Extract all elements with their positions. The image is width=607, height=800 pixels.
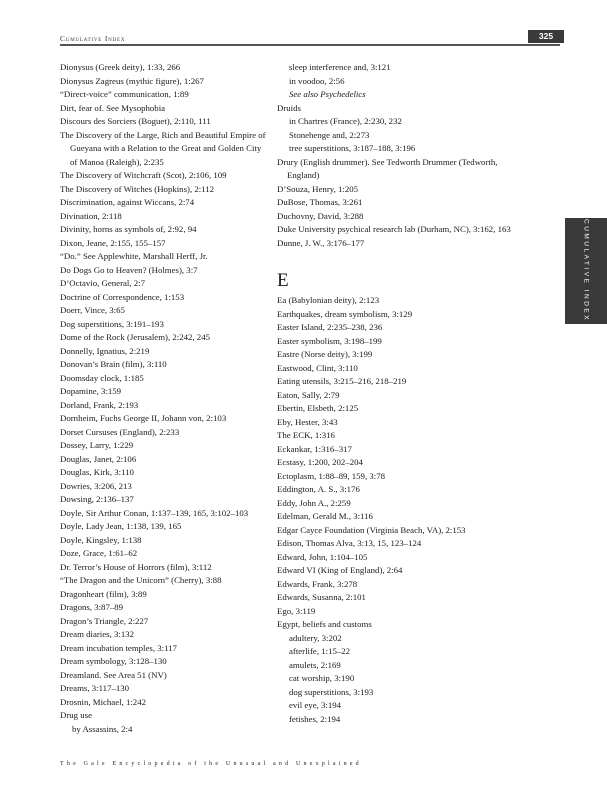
index-entry: The Discovery of Witchcraft (Scot), 2:106, 109 xyxy=(60,170,227,180)
index-entry: Ea (Babylonian deity), 2:123 xyxy=(277,295,380,305)
index-entry: Dossey, Larry, 1:229 xyxy=(60,440,134,450)
index-entry: DuBose, Thomas, 3:261 xyxy=(277,197,363,207)
index-entry: The ECK, 1:316 xyxy=(277,430,335,440)
index-entry: Eddington, A. S., 3:176 xyxy=(277,484,360,494)
index-subentry: in voodoo, 2:56 xyxy=(289,75,345,86)
index-entry: Dog superstitions, 3:191–193 xyxy=(60,318,164,329)
index-entry: Dragon’s Triangle, 2:227 xyxy=(60,615,149,626)
index-entry: Doctrine of Correspondence, 1:153 xyxy=(60,291,185,302)
index-entry: Drosnin, Michael, 1:242 xyxy=(60,696,147,707)
index-entry: D’Souza, Henry, 1:205 xyxy=(277,183,359,194)
index-entry: Earthquakes, dream symbolism, 3:129 xyxy=(277,308,413,319)
index-entry: Duchovny, David, 3:288 xyxy=(277,210,364,221)
index-entry: Eckankar, 1:316–317 xyxy=(277,443,352,454)
index-entry: Dionysus (Greek deity), 1:33, 266 xyxy=(60,62,181,72)
index-entry: Do Dogs Go to Heaven? (Holmes), 3:7 xyxy=(60,264,198,275)
index-subentry: evil eye, 3:194 xyxy=(289,700,342,710)
index-entry: Edward VI (King of England), 2:64 xyxy=(277,565,403,575)
index-subentry: adultery, 3:202 xyxy=(289,632,342,643)
index-entry: Easter Island, 2:235–238, 236 xyxy=(277,322,383,332)
index-entry: Douglas, Janet, 2:106 xyxy=(60,453,137,464)
index-entry: Discrimination, against Wiccans, 2:74 xyxy=(60,197,195,207)
index-entry: Divination, 2:118 xyxy=(60,210,122,221)
index-entry: Dunne, J. W., 3:176–177 xyxy=(277,237,365,248)
index-subentry: in Chartres (France), 2:230, 232 xyxy=(289,116,402,126)
index-entry: Doerr, Vince, 3:65 xyxy=(60,305,125,315)
index-entry: Discours des Sorciers (Boguet), 2:110, 111 xyxy=(60,116,211,126)
index-entry: Donovan’s Brain (film), 3:110 xyxy=(60,359,167,369)
index-subentry: by Assassins, 2:4 xyxy=(72,723,133,734)
index-entry: Eaton, Sally, 2:79 xyxy=(277,389,340,400)
index-subentry: tree superstitions, 3:187–188, 3:196 xyxy=(289,143,416,153)
index-entry: Dopamine, 3:159 xyxy=(60,386,122,396)
index-entry: Ectoplasm, 1:88–89, 159, 3:78 xyxy=(277,470,385,481)
index-subentry: amulets, 2:169 xyxy=(289,659,341,670)
index-entry: Donnelly, Ignatius, 2:219 xyxy=(60,345,150,356)
index-entry: Eby, Hester, 3:43 xyxy=(277,416,338,427)
left-index-column xyxy=(60,61,268,736)
index-entry: The Discovery of the Large, Rich and Beautiful Empire of Gueyana with a Relation to the Great and Golden City of Manoa (Raleigh), 2:235 xyxy=(60,129,266,167)
index-entry: Doyle, Lady Jean, 1:138, 139, 165 xyxy=(60,521,182,531)
index-entry: Dorset Cursuses (England), 2:233 xyxy=(60,426,180,437)
index-entry: Drury (English drummer). See Tedworth Drummer (Tedworth, England) xyxy=(277,156,498,180)
index-entry: Dr. Terror’s House of Horrors (film), 3:112 xyxy=(60,561,212,572)
side-tab-label: CUMULATIVE INDEX xyxy=(582,219,590,323)
index-entry: Duke University psychical research lab (Durham, NC), 3:162, 163 xyxy=(277,224,511,234)
index-entry: Edwards, Frank, 3:278 xyxy=(277,578,358,589)
index-subentry: fetishes, 2:194 xyxy=(289,713,341,724)
index-entry: Edwards, Susanna, 2:101 xyxy=(277,592,366,602)
index-entry: Dowries, 3:206, 213 xyxy=(60,480,132,491)
index-entry: Doyle, Sir Arthur Conan, 1:137–139, 165, 3:102–103 xyxy=(60,507,249,518)
index-subentry: dog superstitions, 3:193 xyxy=(289,686,374,697)
section-letter: E xyxy=(277,270,289,291)
index-entry: Dragons, 3:87–89 xyxy=(60,602,124,612)
index-entry: Dornheim, Fuchs George II, Johann von, 2:103 xyxy=(60,413,227,423)
index-entry: Egypt, beliefs and customs xyxy=(277,619,372,629)
index-entry: Doomsday clock, 1:185 xyxy=(60,372,144,383)
index-entry: Easter symbolism, 3:198–199 xyxy=(277,335,382,346)
index-entry: Dixon, Jeane, 2:155, 155–157 xyxy=(60,237,166,248)
index-entry: Ebertin, Elsbeth, 2:125 xyxy=(277,403,359,413)
index-entry: Doyle, Kingsley, 1:138 xyxy=(60,534,142,545)
index-entry: Ego, 3:119 xyxy=(277,605,316,616)
index-entry: Dream incubation temples, 3:117 xyxy=(60,642,177,653)
index-entry: Druids xyxy=(277,102,301,113)
index-entry: “Direct-voice” communication, 1:89 xyxy=(60,89,189,99)
running-header xyxy=(60,34,560,46)
index-entry: Eastre (Norse deity), 3:199 xyxy=(277,349,373,359)
index-entry: D’Octavio, General, 2:7 xyxy=(60,278,146,288)
index-entry: Dome of the Rock (Jerusalem), 2:242, 245 xyxy=(60,332,211,342)
page-number: 325 xyxy=(528,30,564,43)
index-subentry: afterlife, 1:15–22 xyxy=(289,646,351,656)
side-thumb-tab xyxy=(565,218,607,324)
index-subentry: cat worship, 3:190 xyxy=(289,673,355,683)
index-entry: Eddy, John A., 2:259 xyxy=(277,497,351,508)
index-entry: Drug use xyxy=(60,710,93,720)
index-entry: Ecstasy, 1:200, 202–204 xyxy=(277,457,363,467)
running-footer: The Gale Encyclopedia of the Unusual and Unexplained xyxy=(60,761,362,767)
index-entry: Dreams, 3:117–130 xyxy=(60,683,130,693)
index-entry: Douglas, Kirk, 3:110 xyxy=(60,467,134,477)
index-entry: “Do.” See Applewhite, Marshall Herff, Jr. xyxy=(60,251,208,261)
index-entry: Divinity, horns as symbols of, 2:92, 94 xyxy=(60,224,197,234)
index-entry: Dream diaries, 3:132 xyxy=(60,629,135,639)
index-entry: Edgar Cayce Foundation (Virginia Beach, VA), 2:153 xyxy=(277,524,466,535)
index-subentry: See also Psychedelics xyxy=(289,89,366,99)
index-entry: Eastwood, Clint, 3:110 xyxy=(277,362,358,373)
index-entry: Doze, Grace, 1:61–62 xyxy=(60,548,138,558)
index-entry: Dirt, fear of. See Mysophobia xyxy=(60,102,166,113)
header-title: Cumulative Index xyxy=(60,34,126,43)
index-entry: “The Dragon and the Unicorn” (Cherry), 3:88 xyxy=(60,575,222,585)
index-entry: Edison, Thomas Alva, 3:13, 15, 123–124 xyxy=(277,538,422,548)
index-entry: Eating utensils, 3:215–216, 218–219 xyxy=(277,376,407,386)
index-subentry: sleep interference and, 3:121 xyxy=(289,62,391,72)
index-entry: Dowsing, 2:136–137 xyxy=(60,494,134,504)
index-entry: Edelman, Gerald M., 3:116 xyxy=(277,511,373,521)
index-entry: Dorland, Frank, 2:193 xyxy=(60,399,139,410)
index-entry: Dream symbology, 3:128–130 xyxy=(60,656,167,666)
index-subentry: Stonehenge and, 2:273 xyxy=(289,129,370,140)
index-entry: Dionysus Zagreus (mythic figure), 1:267 xyxy=(60,75,204,86)
index-entry: Edward, John, 1:104–105 xyxy=(277,551,368,562)
index-entry: Dragonheart (film), 3:89 xyxy=(60,588,147,599)
header-rule xyxy=(60,44,560,46)
index-entry: Dreamland. See Area 51 (NV) xyxy=(60,669,167,680)
right-index-column xyxy=(277,61,517,726)
index-entry: The Discovery of Witches (Hopkins), 2:112 xyxy=(60,183,215,194)
